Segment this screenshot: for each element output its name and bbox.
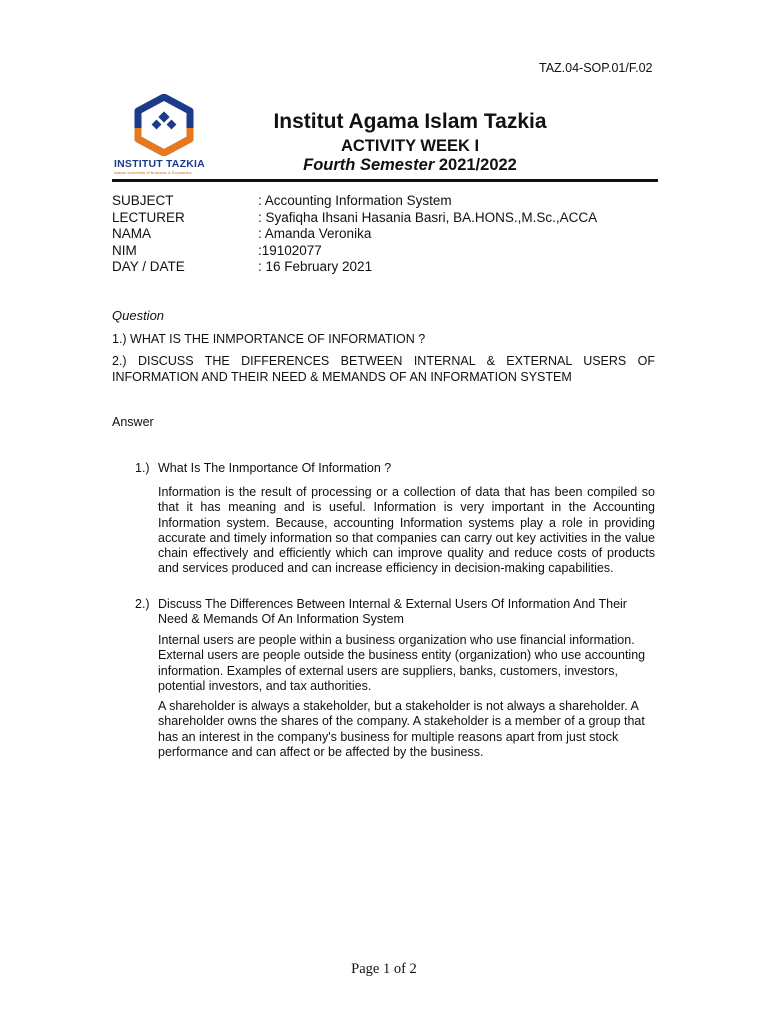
answer-number: 1.) xyxy=(135,461,150,475)
answer-title-text: What Is The Inmportance Of Information ? xyxy=(158,461,392,475)
info-value: : Accounting Information System xyxy=(258,193,452,208)
info-row-nama xyxy=(112,226,597,243)
activity-title: ACTIVITY WEEK I xyxy=(340,137,480,155)
semester-label: Fourth Semester xyxy=(303,156,435,174)
institution-title: Institut Agama Islam Tazkia xyxy=(273,110,547,133)
answer-title-text: Discuss The Differences Between Internal & External Users Of Information And Their Need & Memands Of An Information System xyxy=(158,597,627,626)
info-label: DAY / DATE xyxy=(112,259,185,274)
info-label: NAMA xyxy=(112,226,152,241)
logo-tagline: Islamic University of Business & Economics xyxy=(114,170,192,175)
semester-title xyxy=(0,156,768,175)
answer-2-paragraph-1: Internal users are people within a business organization who use financial information. External users are people outside the business entity (organization) who use accounting information. Examples of external users are suppliers, banks, customers, investors, potential investors, and tax authorities. xyxy=(158,633,646,693)
info-row-subject xyxy=(112,193,597,210)
info-label: LECTURER xyxy=(112,209,185,225)
question-heading: Question xyxy=(112,308,165,323)
info-label: NIM xyxy=(112,242,137,258)
header-divider xyxy=(112,179,658,182)
answer-1-paragraph: Information is the result of processing or a collection of data that has been compiled so that it has meaning and is useful. Information is very important in the Accounting Information system. Because, accounting Information systems play a role in providing accurate and timely information so that companies can carry out key activities in the value chain effectively and efficiently which can improve quality and reduce costs of products and services produced and can increase efficiency in decision-making capabilities. xyxy=(158,485,655,576)
semester-year: 2021/2022 xyxy=(434,156,517,174)
document-reference: TAZ.04-SOP.01/F.02 xyxy=(539,61,653,75)
info-row-nim xyxy=(112,243,597,260)
question-2: 2.) DISCUSS THE DIFFERENCES BETWEEN INTERNAL & EXTERNAL USERS OF INFORMATION AND THEIR NEED & MEMANDS OF AN INFORMATION SYSTEM xyxy=(112,354,655,384)
info-value: : Amanda Veronika xyxy=(258,226,372,241)
info-label: SUBJECT xyxy=(112,193,174,208)
answer-2-title xyxy=(135,597,633,627)
info-value: :19102077 xyxy=(258,242,322,258)
logo-name: INSTITUT TAZKIA xyxy=(114,158,205,170)
info-row-date xyxy=(112,259,597,276)
info-value: : 16 February 2021 xyxy=(258,259,373,274)
page-number: Page 1 of 2 xyxy=(351,961,417,977)
question-1: 1.) WHAT IS THE INMPORTANCE OF INFORMATION ? xyxy=(112,332,426,346)
info-row-lecturer xyxy=(112,210,597,227)
answer-2-paragraph-2: A shareholder is always a stakeholder, but a stakeholder is not always a shareholder. A shareholder owns the shares of the company. A stakeholder is a member of a group that has an interest in the company's business for multiple reasons apart from just stock performance and can affect or be affected by the business. xyxy=(158,699,645,759)
info-block xyxy=(112,193,597,276)
answer-1-title xyxy=(135,461,633,476)
info-value: : Syafiqha Ihsani Hasania Basri, BA.HONS.,M.Sc.,ACCA xyxy=(258,209,598,225)
answer-heading: Answer xyxy=(112,415,154,429)
answer-number: 2.) xyxy=(135,597,150,611)
